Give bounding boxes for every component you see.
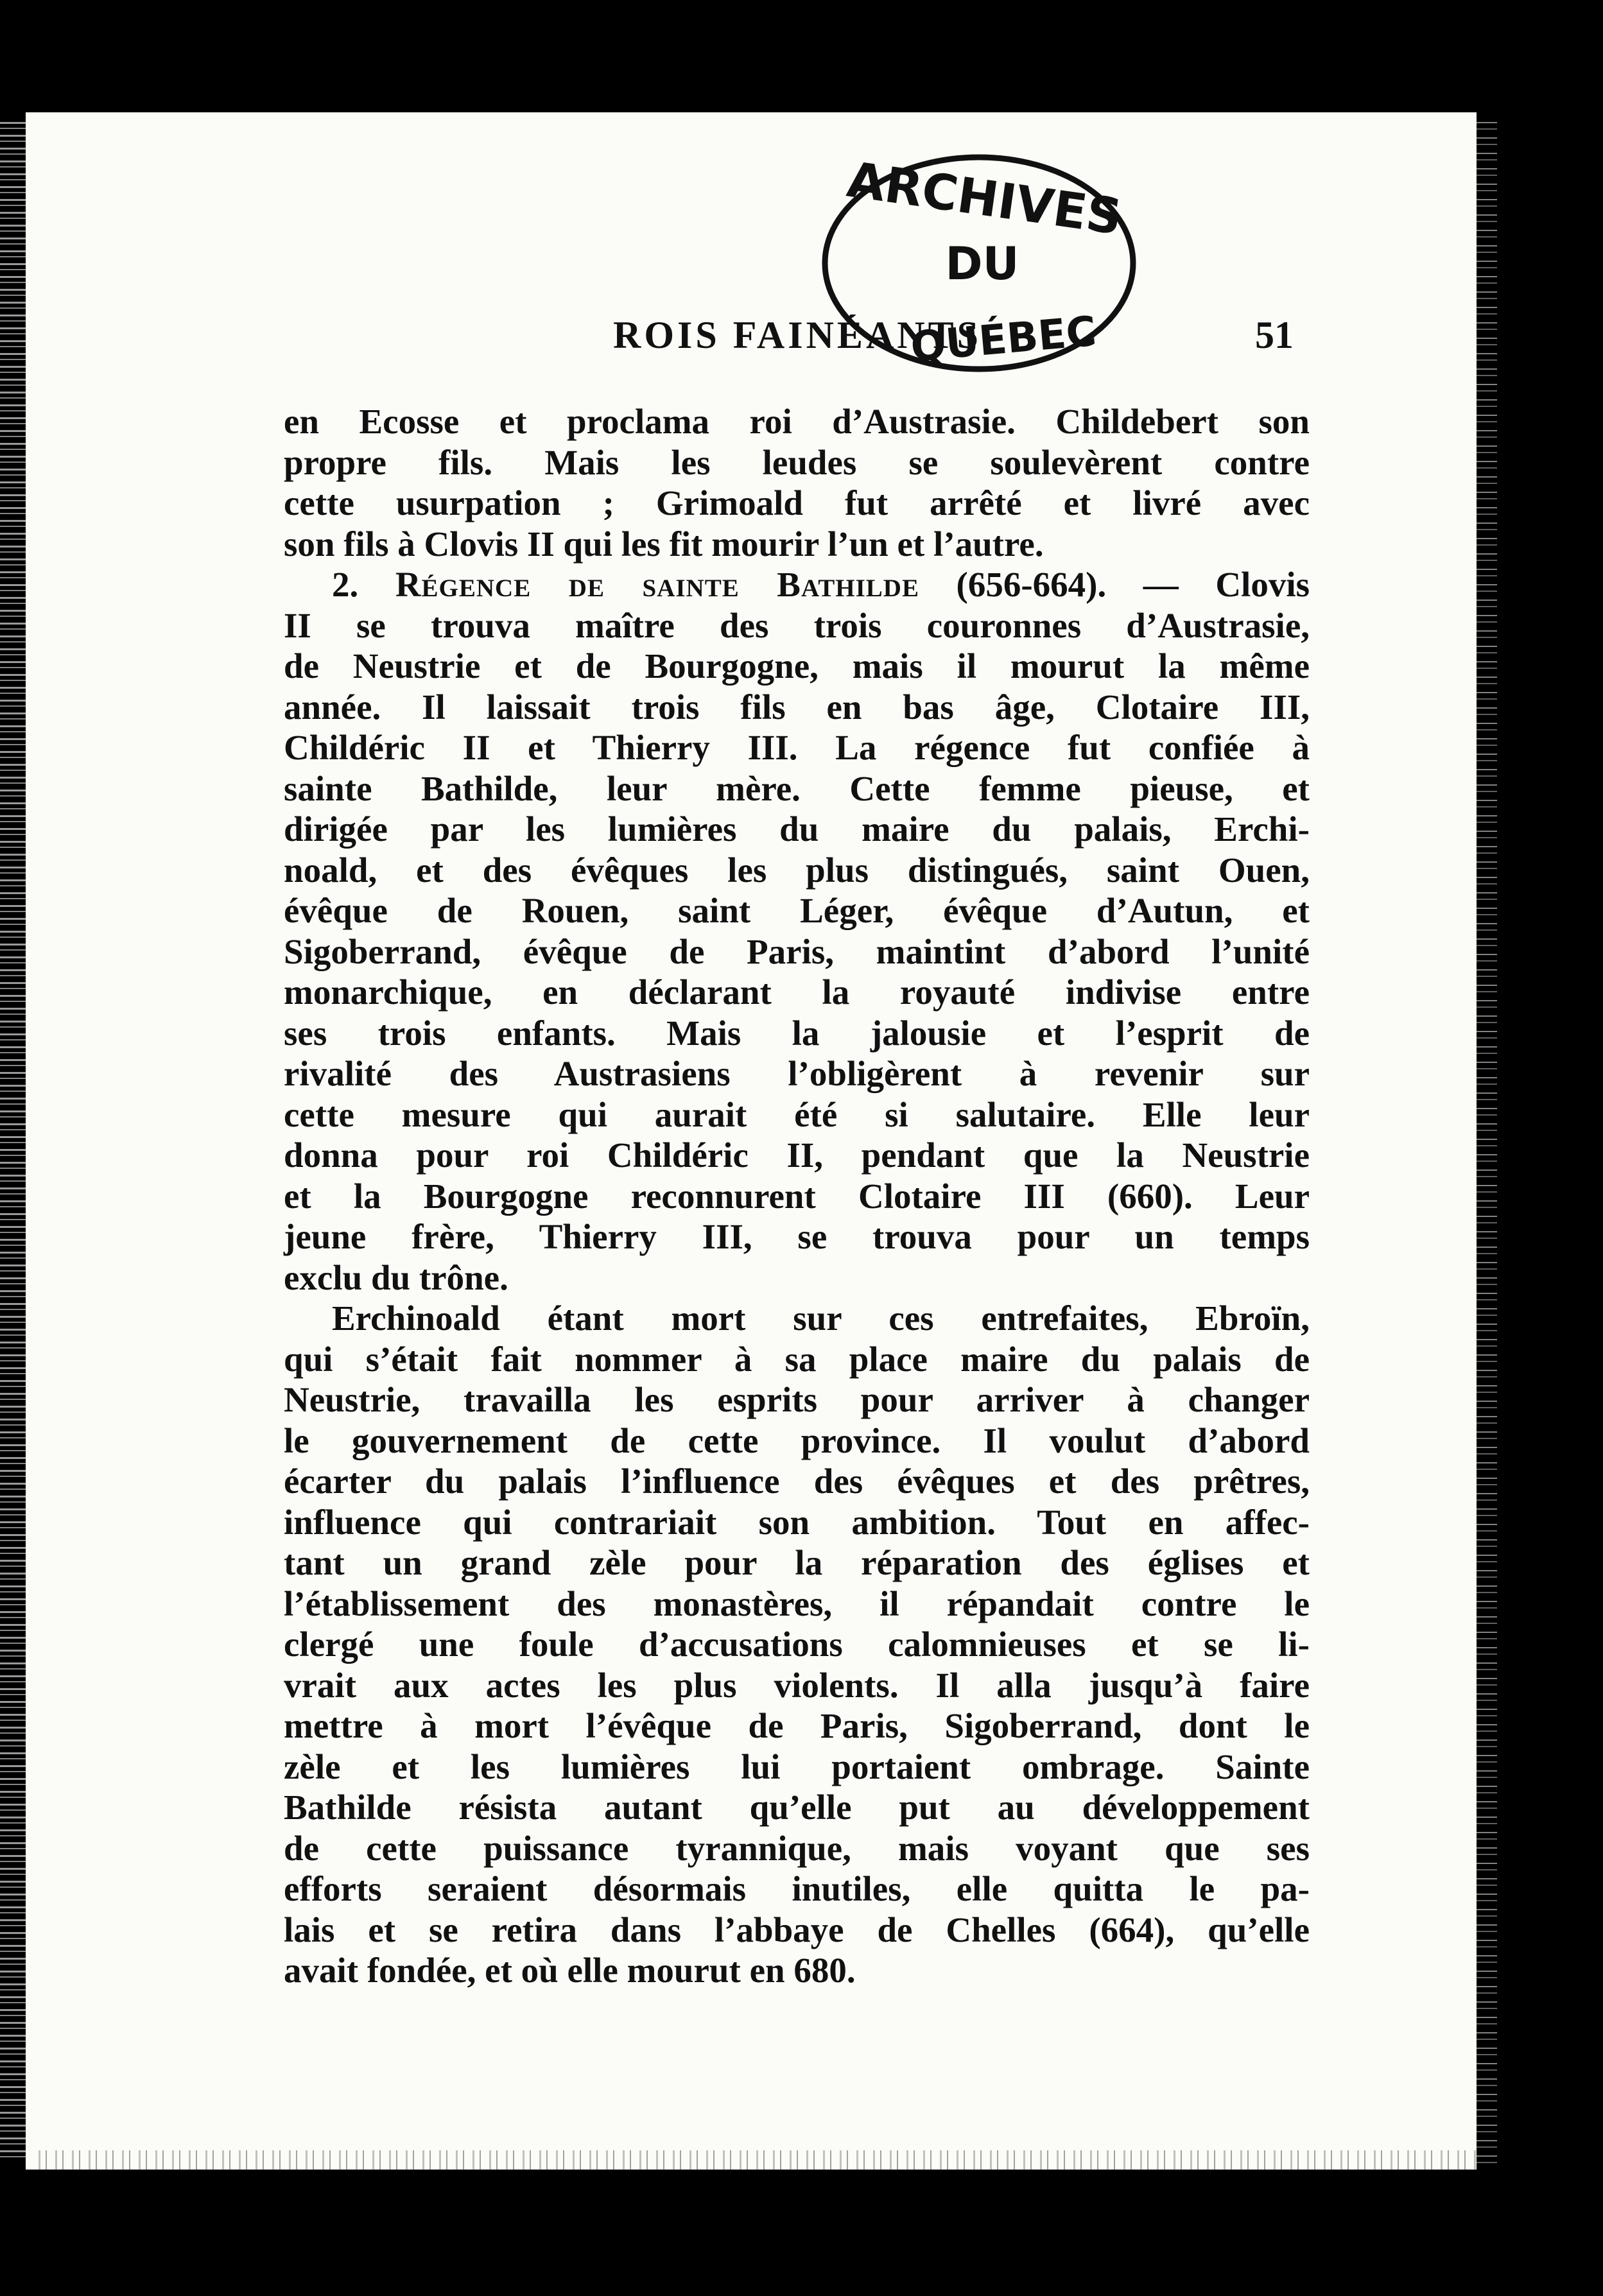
text-line: de Neustrie et de Bourgogne, mais il mourut la même: [284, 646, 1310, 686]
text-line: son fils à Clovis II qui les fit mourir l’un et l’autre.: [284, 524, 1044, 564]
paragraph-3: [284, 1298, 1310, 1991]
text-line: Bathilde résista autant qu’elle put au développement: [284, 1788, 1310, 1827]
text-line: Sigoberrand, évêque de Paris, maintint d’abord l’unité: [284, 931, 1310, 971]
stamp-line-1: ARCHIVES: [844, 150, 1126, 246]
text-line: en Ecosse et proclama roi d’Austrasie. Childebert son: [284, 402, 1310, 441]
text-line: Neustrie, travailla les esprits pour arriver à changer: [284, 1380, 1310, 1419]
scan-border-left: [0, 122, 26, 2163]
stamp-line-3: QUÉBEC: [908, 307, 1098, 372]
scan-border-bottom: [39, 2150, 1477, 2170]
text-line: rivalité des Austrasiens l’obligèrent à revenir sur: [284, 1054, 1310, 1093]
text-line: qui s’était fait nommer à sa place maire du palais de: [284, 1339, 1310, 1379]
text-line: dirigée par les lumières du maire du palais, Erchi-: [284, 809, 1310, 849]
text-line: cette usurpation ; Grimoald fut arrêté et livré avec: [284, 483, 1310, 522]
section-title: Régence de sainte Bathilde: [395, 565, 919, 604]
text-line: avait fondée, et où elle mourut en 680.: [284, 1951, 856, 1990]
text-line: Childéric II et Thierry III. La régence fut confiée à: [284, 728, 1310, 767]
running-head: ROIS FAINÉANTS: [613, 314, 982, 356]
text-line: donna pour roi Childéric II, pendant que la Neustrie: [284, 1135, 1310, 1175]
text-line: cette mesure qui aurait été si salutaire. Elle leur: [284, 1094, 1310, 1134]
text-line: sainte Bathilde, leur mère. Cette femme pieuse, et: [284, 768, 1310, 808]
text-line: mettre à mort l’évêque de Paris, Sigoberrand, dont le: [284, 1706, 1310, 1745]
page-header: [282, 313, 1294, 371]
text-line: le gouvernement de cette province. Il voulut d’abord: [284, 1420, 1310, 1460]
page-number: 51: [1255, 314, 1294, 356]
text-line: lais et se retira dans l’abbaye de Chelles (664), qu’elle: [284, 1910, 1310, 1949]
text-line: II se trouva maître des trois couronnes d’Austrasie,: [284, 605, 1310, 645]
body-text: [284, 401, 1310, 1991]
text-line: vrait aux actes les plus violents. Il alla jusqu’à faire: [284, 1665, 1310, 1705]
text-line: monarchique, en déclarant la royauté indivise entre: [284, 972, 1310, 1012]
section-title-rest: (656-664). — Clovis: [919, 565, 1310, 604]
section-heading-line: 2. Régence de sainte Bathilde (656-664). — Clovis: [332, 565, 1310, 604]
text-line: évêque de Rouen, saint Léger, évêque d’Autun, et: [284, 891, 1310, 930]
text-line: et la Bourgogne reconnurent Clotaire III (660). Leur: [284, 1176, 1310, 1216]
text-line: tant un grand zèle pour la réparation des églises et: [284, 1543, 1310, 1582]
text-line: noald, et des évêques les plus distingués, saint Ouen,: [284, 850, 1310, 890]
paragraph-2: [284, 564, 1310, 1298]
paragraph-1: [284, 401, 1310, 564]
text-line: exclu du trône.: [284, 1257, 508, 1297]
text-line: jeune frère, Thierry III, se trouva pour un temps: [284, 1217, 1310, 1256]
text-line: efforts seraient désormais inutiles, elle quitta le pa-: [284, 1869, 1310, 1908]
text-line: de cette puissance tyrannique, mais voyant que ses: [284, 1828, 1310, 1868]
text-line: écarter du palais l’influence des évêques et des prêtres,: [284, 1462, 1310, 1501]
text-line: propre fils. Mais les leudes se soulevèrent contre: [284, 442, 1310, 482]
text-line: l’établissement des monastères, il répandait contre le: [284, 1584, 1310, 1623]
text-line: clergé une foule d’accusations calomnieuses et se li-: [284, 1625, 1310, 1664]
text-line: ses trois enfants. Mais la jalousie et l’esprit de: [284, 1013, 1310, 1053]
section-number: 2: [332, 565, 350, 604]
text-line: zèle et les lumières lui portaient ombrage. Sainte: [284, 1747, 1310, 1786]
text-line: Erchinoald étant mort sur ces entrefaites, Ebroïn,: [332, 1299, 1310, 1338]
scan-border-right: [1477, 122, 1497, 2163]
text-line: influence qui contrariait son ambition. Tout en affec-: [284, 1502, 1310, 1542]
stamp-line-2: DU: [945, 237, 1019, 290]
text-line: année. Il laissait trois fils en bas âge, Clotaire III,: [284, 687, 1310, 727]
